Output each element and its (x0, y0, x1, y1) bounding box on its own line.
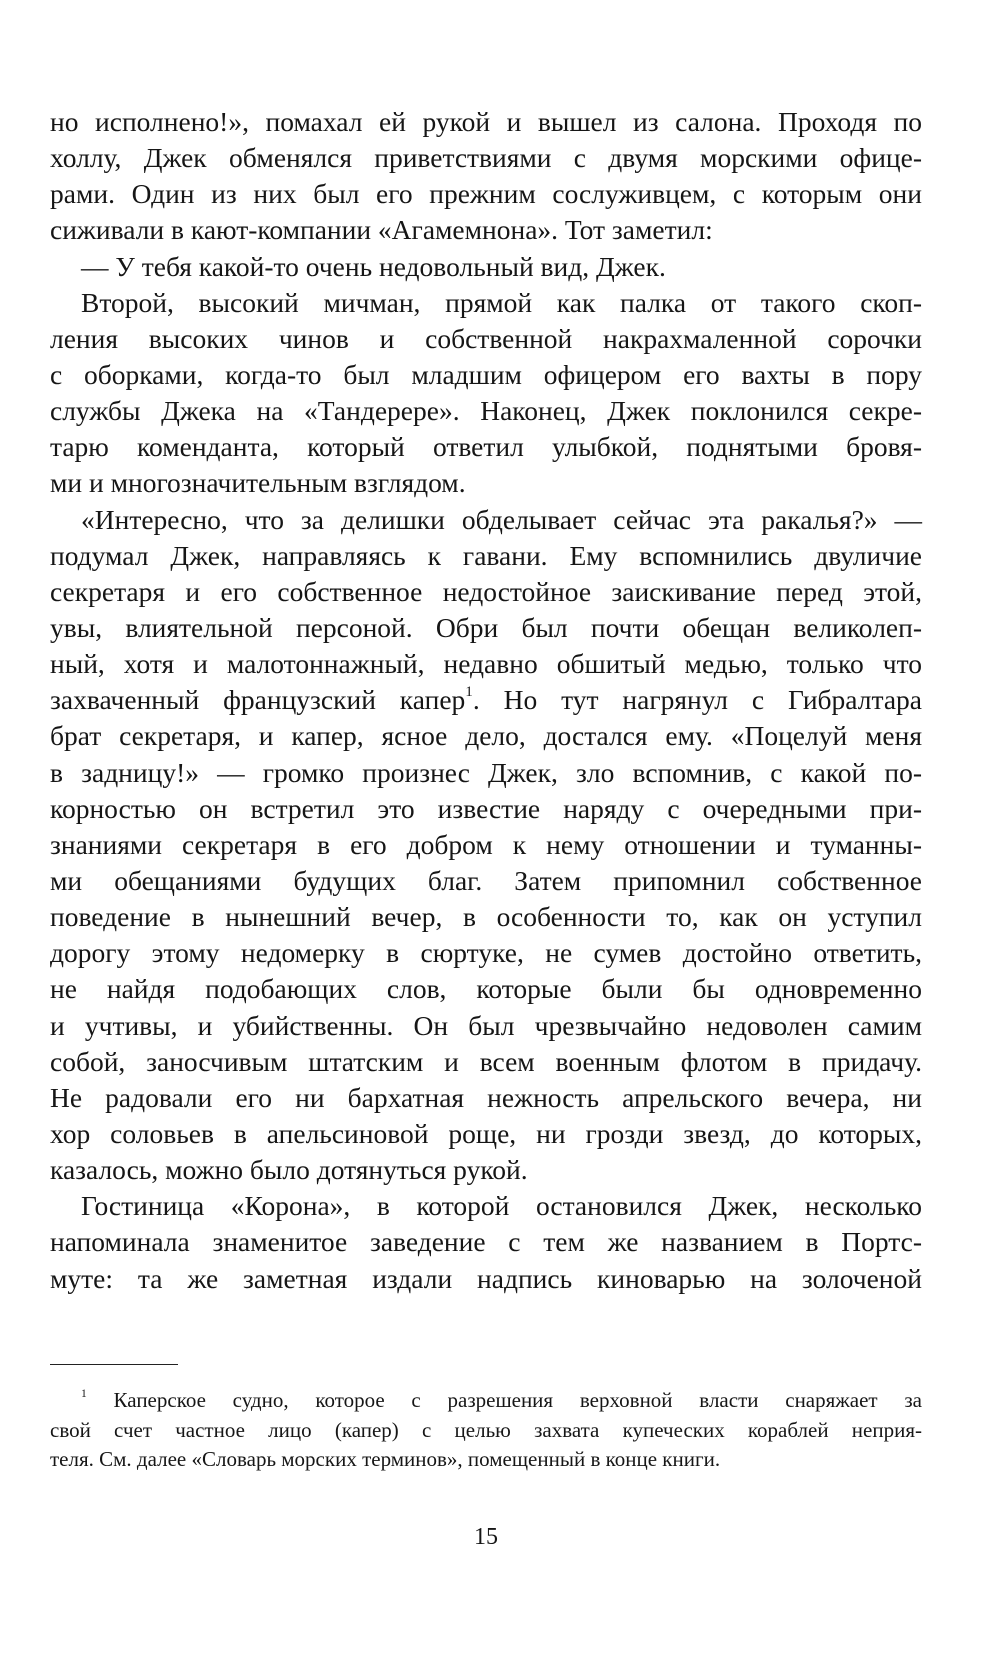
page-number: 15 (474, 1524, 498, 1550)
text-line: секретаря и его собственное недостойное заискивание перед этой, (50, 575, 922, 607)
text-line: сиживали в кают-компании «Агамемнона». Тот заметил: (50, 214, 713, 246)
text-line: поведение в нынешний вечер, в особенности то, как он уступил (50, 901, 922, 933)
footnote-reference: 1 (465, 684, 473, 701)
text-line: не найдя подобающих слов, которые были бы одновременно (50, 973, 922, 1005)
text-line: захваченный французский капер$^1$. Но тут нагрянул с Гибралтара (50, 684, 922, 716)
text-line: Второй, высокий мичман, прямой как палка от такого скоп- (81, 286, 922, 318)
text-line: ми и многозначительным взглядом. (50, 467, 466, 499)
footnote-marker: 1 (81, 1388, 87, 1401)
footnote-separator (50, 1364, 178, 1365)
text-line: корностью он встретил это известие наряду с очередными при- (50, 792, 922, 824)
text-line: напоминала знаменитое заведение с тем же названием в Портс- (50, 1226, 922, 1258)
footnote-line: свой счет частное лицо (капер) с целью захвата купеческих кораблей неприя- (50, 1417, 922, 1442)
text-line: муте: та же заметная издали надпись киноварью на золоченой (50, 1262, 922, 1294)
footnote-line: теля. См. далее «Словарь морских терминов», помещенный в конце книги. (50, 1447, 721, 1471)
text-line: казалось, можно было дотянуться рукой. (50, 1154, 528, 1186)
text-line: «Интересно, что за делишки обделывает сейчас эта ракалья?» — (81, 503, 922, 535)
text-line: и учтивы, и убийственны. Он был чрезвычайно недоволен самим (50, 1009, 922, 1041)
text-line: холлу, Джек обменялся приветствиями с двумя морскими офице- (50, 142, 922, 174)
text-line: подумал Джек, направляясь к гавани. Ему вспомнились двуличие (50, 539, 922, 571)
text-line: в задницу!» — громко произнес Джек, зло вспомнив, с какой по- (50, 756, 922, 788)
text-line: с оборками, когда-то был младшим офицером его вахты в пору (50, 358, 922, 390)
text-line: ми обещаниями будущих благ. Затем припомнил собственное (50, 864, 922, 896)
footnote-line: $^1$ Каперское судно, которое с разрешения верховной власти снаряжает за (81, 1388, 922, 1412)
text-line: службы Джека на «Тандерере». Наконец, Джек поклонился секре- (50, 395, 922, 427)
text-line: рами. Один из них был его прежним сослуживцем, с которым они (50, 178, 922, 210)
text-line: Не радовали его ни бархатная нежность апрельского вечера, ни (50, 1081, 922, 1113)
text-line: собой, заносчивым штатским и всем военным флотом в придачу. (50, 1045, 922, 1077)
footnotes (50, 1386, 922, 1475)
text-line: дорогу этому недомерку в сюртуке, не сумев достойно ответить, (50, 937, 922, 969)
text-line: брат секретаря, и капер, ясное дело, достался ему. «Поцелуй меня (50, 720, 922, 752)
text-line: — У тебя какой-то очень недовольный вид, Джек. (81, 250, 666, 282)
text-line: знаниями секретаря в его добром к нему отношении и туманны- (50, 828, 922, 860)
text-line: ный, хотя и малотоннажный, недавно обшитый медью, только что (50, 648, 922, 680)
text-line: тарю коменданта, который ответил улыбкой, поднятыми бровя- (50, 431, 922, 463)
text-line: но исполнено!», помахал ей рукой и вышел из салона. Проходя по (50, 106, 922, 137)
main-text (50, 104, 922, 1297)
text-line: ления высоких чинов и собственной накрахмаленной сорочки (50, 322, 922, 354)
text-line: хор соловьев в апельсиновой роще, ни грозди звезд, до которых, (50, 1117, 922, 1149)
text-line: Гостиница «Корона», в которой остановился Джек, несколько (81, 1190, 922, 1222)
text-line: увы, влиятельной персоной. Обри был почти обещан великолеп- (50, 611, 922, 643)
